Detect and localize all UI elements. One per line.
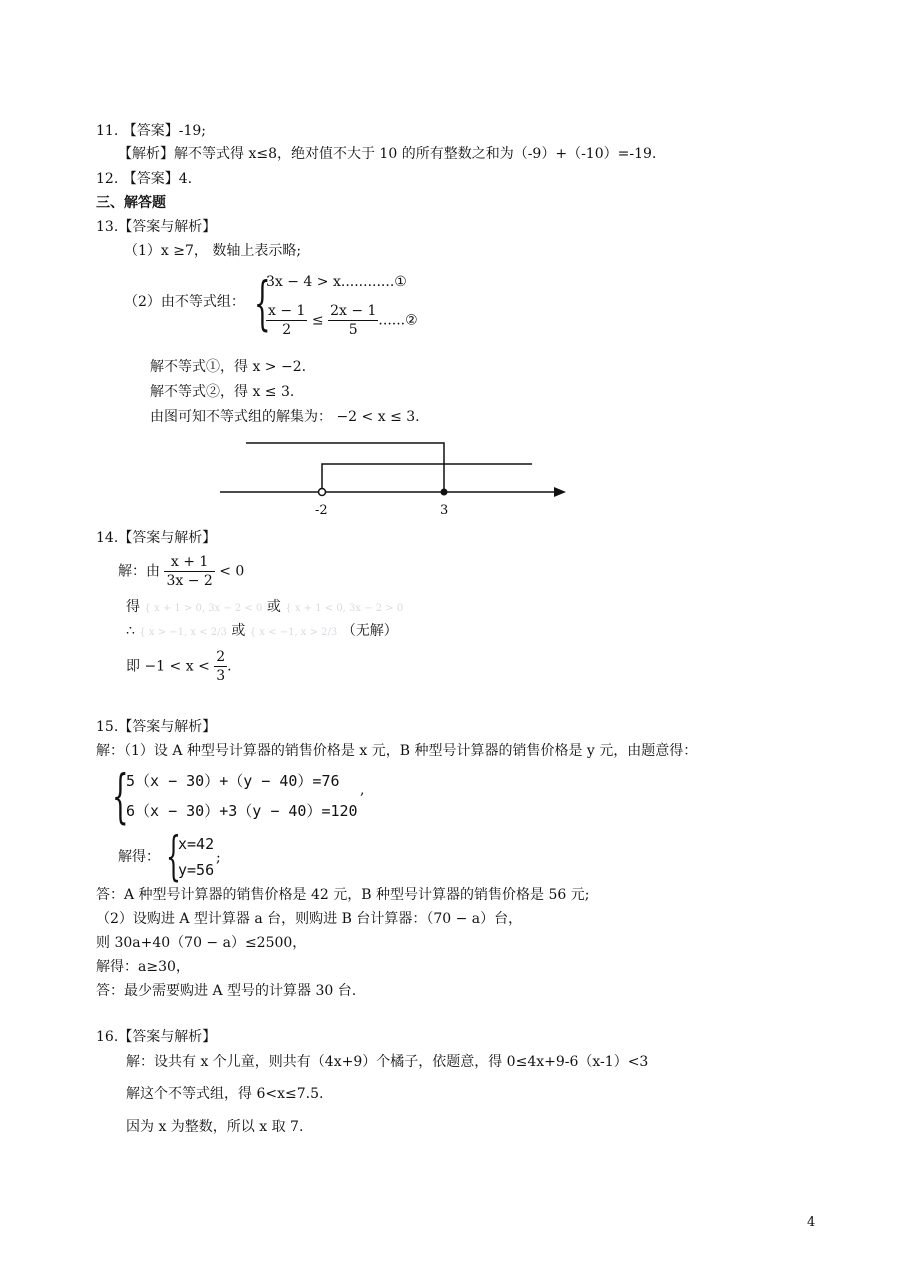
q15-eq-tail: , bbox=[360, 782, 365, 798]
q13-solve2: 解不等式②，得 x ≤ 3. bbox=[150, 384, 295, 400]
q14-frac-2-3: $\frac{2}{3}$ bbox=[216, 649, 226, 684]
q16-line3: 因为 x 为整数，所以 x 取 7. bbox=[126, 1119, 304, 1135]
q11-answer: 11. 【答案】-19; bbox=[96, 123, 206, 139]
q13-part1: （1）x ≥7， 数轴上表示略; bbox=[124, 243, 302, 259]
q15-solve2: 解得：a≥30， bbox=[96, 959, 190, 975]
q14-line4: 即 −1 < x < $\frac{2}{3}$ . bbox=[126, 649, 232, 684]
q13-system-brace: { bbox=[254, 269, 271, 337]
q15-header: 15.【答案与解析】 bbox=[96, 719, 217, 735]
q14-faded-system-3: { x > −1, x < 2/3 bbox=[139, 627, 227, 638]
section-title: 三、解答题 bbox=[96, 195, 166, 211]
q13-ineq2: $\frac{x - 1}{2}$ ≤ $\frac{2x - 1}{5}$ ......② bbox=[268, 303, 418, 338]
q16-header: 16.【答案与解析】 bbox=[96, 1029, 217, 1045]
q15-ans2: 答：最少需要购进 A 型号的计算器 30 台. bbox=[96, 983, 357, 999]
q15-ineq: 则 30a+40（70 − a）≤2500， bbox=[96, 935, 307, 951]
open-point-minus2 bbox=[319, 489, 326, 496]
q15-eq2: 6（x − 30）+3（y − 40）=120 bbox=[126, 802, 358, 820]
axis-arrow bbox=[554, 487, 566, 497]
tick-label-3: 3 bbox=[440, 503, 449, 518]
q13-header: 13.【答案与解析】 bbox=[96, 219, 217, 235]
q16-line2: 解这个不等式组，得 6<x≤7.5. bbox=[126, 1086, 324, 1102]
q12-answer: 12. 【答案】4. bbox=[96, 171, 193, 187]
q14-line1: 解：由 $\frac{x + 1}{3x - 2}$ < 0 bbox=[118, 554, 245, 589]
q15-part2: （2）设购进 A 型计算器 a 台，则购进 B 台计算器：（70 − a）台， bbox=[96, 911, 523, 927]
q15-sol1: x=42 bbox=[178, 835, 215, 853]
q14-line3: ∴ { x > −1, x < 2/3 或 { x < −1, x > 2/3 （无解） bbox=[126, 623, 398, 639]
closed-point-3 bbox=[441, 489, 448, 496]
q14-frac: $\frac{x + 1}{3x - 2}$ bbox=[166, 554, 213, 589]
q16-line1: 解：设共有 x 个儿童，则共有（4x+9）个橘子，依题意，得 0≤4x+9-6（x-1）<3 bbox=[126, 1054, 649, 1070]
q13-solve1: 解不等式①，得 x > −2. bbox=[150, 359, 307, 375]
q15-ans1: 答：A 种型号计算器的销售价格是 42 元，B 种型号计算器的销售价格是 56 元; bbox=[96, 887, 590, 903]
q15-system-brace: { bbox=[112, 762, 129, 830]
range-x-gt-minus2 bbox=[322, 464, 532, 492]
range-x-le-3 bbox=[246, 443, 444, 492]
q15-sol2: y=56 bbox=[178, 861, 215, 879]
tick-label-minus2: -2 bbox=[315, 503, 328, 518]
q14-faded-system-1: { x + 1 > 0, 3x − 2 < 0 bbox=[144, 603, 263, 614]
q15-solution-brace: { bbox=[166, 827, 181, 887]
q15-intro: 解：（1）设 A 种型号计算器的销售价格是 x 元，B 种型号计算器的销售价格是 y 元，由题意得： bbox=[96, 743, 698, 759]
q13-solution-set: 由图可知不等式组的解集为： −2 < x ≤ 3. bbox=[150, 409, 420, 425]
q15-eq1: 5（x − 30）+（y − 40）=76 bbox=[126, 772, 340, 790]
q15-solve-tail: ; bbox=[216, 850, 221, 866]
q15-solve-prefix: 解得： bbox=[118, 849, 160, 865]
q13-frac-right: $\frac{2x - 1}{5}$ bbox=[330, 303, 377, 338]
q13-frac-left: $\frac{x - 1}{2}$ bbox=[268, 303, 306, 338]
q13-part2-prefix: （2）由不等式组： bbox=[124, 294, 245, 310]
q14-faded-system-4: { x < −1, x > 2/3 bbox=[249, 627, 338, 638]
q11-analysis: 【解析】解不等式得 x≤8，绝对值不大于 10 的所有整数之和为（-9）+（-10）=-19. bbox=[118, 146, 657, 162]
q14-header: 14.【答案与解析】 bbox=[96, 530, 217, 546]
q13-ineq1: 3x − 4 > x............① bbox=[266, 274, 407, 290]
q14-faded-system-2: { x + 1 < 0, 3x − 2 > 0 bbox=[285, 603, 404, 614]
page-number: 4 bbox=[807, 1215, 816, 1230]
q13-number-line bbox=[0, 0, 909, 530]
q14-line2: 得 { x + 1 > 0, 3x − 2 < 0 或 { x + 1 < 0, 3x − 2 > 0 bbox=[126, 599, 404, 615]
